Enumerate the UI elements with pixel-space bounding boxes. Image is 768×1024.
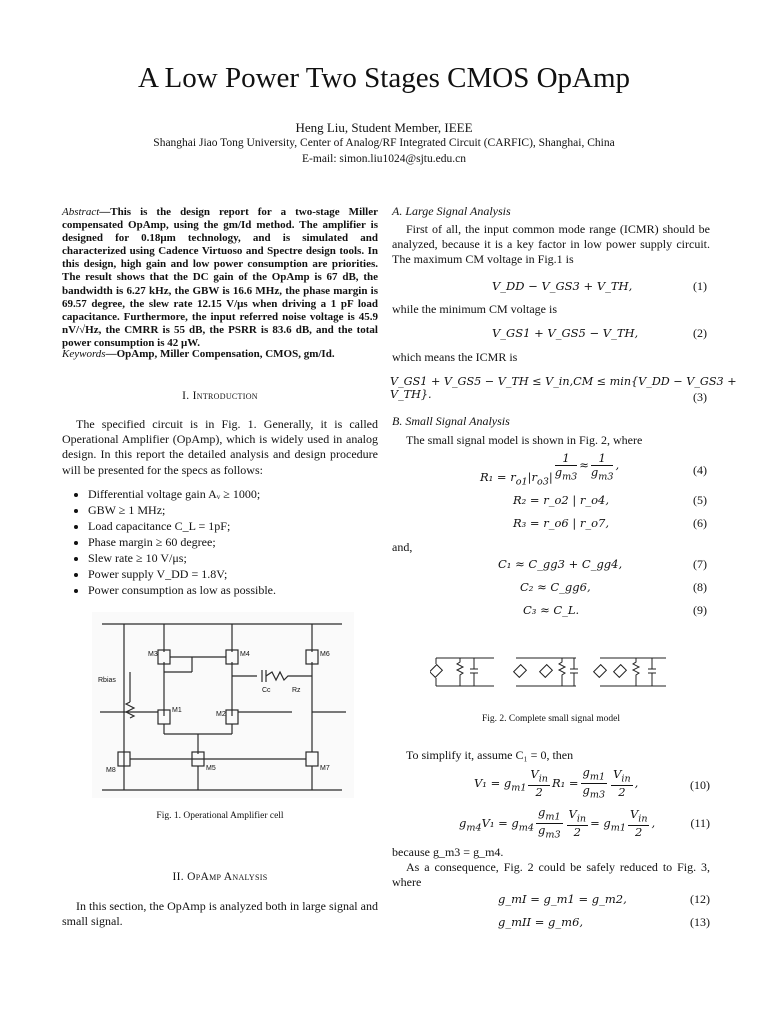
list-item: • Power consumption as low as possible. [88, 582, 388, 598]
section-heading-intro: I. Introduction [182, 390, 258, 402]
equation-2: V_GS1 + V_GS5 − V_TH, [492, 326, 639, 340]
label-m1: M1 [172, 707, 182, 714]
equation-8-number: (8) [693, 580, 707, 594]
consequence-text: As a consequence, Fig. 2 could be safely reduced to Fig. 3, where [392, 860, 710, 890]
keywords-label: Keywords [62, 348, 106, 360]
min-cm-text: while the minimum CM voltage is [392, 302, 557, 316]
analysis-paragraph: In this section, the OpAmp is analyzed both in large signal and small signal. [62, 899, 378, 929]
label-m5: M5 [206, 765, 216, 772]
equation-3-number: (3) [693, 390, 707, 404]
and-text: and, [392, 540, 413, 554]
figure-2-caption: Fig. 2. Complete small signal model [481, 714, 620, 724]
label-m6: M6 [320, 651, 330, 658]
equation-6-number: (6) [693, 516, 707, 530]
paper-title: A Low Power Two Stages CMOS OpAmp [137, 62, 631, 94]
label-m2: M2 [216, 711, 226, 718]
small-signal-model-figure [430, 650, 674, 694]
simplify-text: To simplify it, assume C₁ = 0, then [406, 748, 574, 762]
abstract-text: This is the design report for a two-stage Miller compensated OpAmp, using the gm/Id method. The amplifier is designed for 0.18μm technology, and is simulated and characterized using Cadence Virtuoso and Spectre design tools. In this design, high gain and low power consumption are priorities. The result shows that the DC gain of the OpAmp is 67 dB, the bandwidth is 6.27 kHz, the GBW is 16.6 MHz, the phase margin is 69.57 degree, the slew rate 12.15 V/μs when driving a 1 pF load capacitance. Furthermore, the input referred noise voltage is 45.9 nV/√Hz, the CMRR is 55 dB, the PSRR is 83.6 dB, and the total power consumption is 42 μW. [62, 206, 378, 349]
spec-list [74, 486, 388, 598]
equation-11-number: (11) [690, 816, 710, 830]
subsection-large-signal: A. Large Signal Analysis [392, 204, 511, 218]
label-m4: M4 [240, 651, 250, 658]
equation-12-number: (12) [690, 892, 710, 906]
abstract-label: Abstract [62, 206, 100, 218]
section-heading-analysis: II. OpAmp Analysis [172, 871, 268, 883]
label-rbias: Rbias [98, 677, 116, 684]
author-line: Heng Liu, Student Member, IEEE [295, 120, 473, 135]
subsection-small-signal: B. Small Signal Analysis [392, 414, 510, 428]
label-m7: M7 [320, 765, 330, 772]
intro-paragraph: The specified circuit is in Fig. 1. Generally, it is called Operational Amplifier (OpAmp), which is widely used in analog design. In this report the detailed analysis and design procedure will be presented for the specs as follows: [62, 417, 378, 477]
equation-2-number: (2) [693, 326, 707, 340]
equation-7: C₁ ≈ C_gg3 + C_gg4, [498, 557, 623, 571]
figure-1-caption: Fig. 1. Operational Amplifier cell [156, 811, 284, 821]
equation-1-number: (1) [693, 279, 707, 293]
list-item: • Power supply V_DD = 1.8V; [88, 566, 388, 582]
equation-9-number: (9) [693, 603, 707, 617]
equation-3: V_GS1 + V_GS5 − V_TH ≤ V_in,CM ≤ min{V_DD − V_GS3 + V_TH}. [390, 375, 737, 401]
abstract: Abstract—This is the design report for a two-stage Miller compensated OpAmp, using the gm/Id method. The amplifier is designed for 0.18μm technology, and is simulated and characterized using Cadence Virtuoso and Spectre design tools. In this design, high gain and low power consumption are priorities. The result shows that the DC gain of the OpAmp is 67 dB, the bandwidth is 6.27 kHz, the GBW is 16.6 MHz, the phase margin is 69.57 degree, the slew rate 12.15 V/μs when driving a 1 pF load capacitance. Furthermore, the input referred noise voltage is 45.9 nV/√Hz, the CMRR is 55 dB, the PSRR is 83.6 dB, and the total power consumption is 42 μW. [62, 206, 378, 349]
label-m8: M8 [106, 767, 116, 774]
small-signal-paragraph: The small signal model is shown in Fig. 2, where [406, 433, 643, 447]
equation-12: g_mI = g_m1 = g_m2, [498, 892, 627, 906]
equation-5-number: (5) [693, 493, 707, 507]
equation-1: V_DD − V_GS3 + V_TH, [492, 279, 633, 293]
affiliation-line: Shanghai Jiao Tong University, Center of Analog/RF Integrated Circuit (CARFIC), Shanghai, China [153, 137, 615, 149]
equation-6: R₃ = r_o6 | r_o7, [513, 516, 610, 530]
equation-5: R₂ = r_o2 | r_o4, [513, 493, 610, 507]
label-cc: Cc [262, 687, 271, 694]
equation-8: C₂ ≈ C_gg6, [520, 580, 591, 594]
keywords-text: OpAmp, Miller Compensation, CMOS, gm/Id. [116, 348, 335, 360]
keywords: Keywords—OpAmp, Miller Compensation, CMOS, gm/Id. [62, 348, 335, 360]
list-item: • Slew rate ≥ 10 V/μs; [88, 550, 388, 566]
large-signal-paragraph: First of all, the input common mode range (ICMR) should be analyzed, because it is a key factor in low power supply circuit. The maximum CM voltage in Fig.1 is [392, 222, 710, 267]
equation-4-number: (4) [693, 463, 707, 477]
equation-13-number: (13) [690, 915, 710, 929]
equation-11: $g_{m4}V_1 = g_{m4}$ $\frac{g_{m1}}{g_{m3}}$ $\frac{V_{in}}{2}$ = $g_{m1}$ $\frac{V_{in}}{2}$ , [459, 805, 656, 841]
equation-9: C₃ ≈ C_L. [523, 603, 580, 617]
label-m3: M3 [148, 651, 158, 658]
equation-4: $R_1 = r_{o1}|r_{o3}|$ $\frac{1}{g_{m3}}$ ≈ $\frac{1}{g_{m3}}$ , [480, 451, 620, 487]
equation-10-number: (10) [690, 778, 710, 792]
list-item: • Load capacitance C_L = 1pF; [88, 518, 388, 534]
opamp-schematic-figure [92, 612, 354, 798]
equation-10: $V_1 = g_{m1}$ $\frac{V_{in}}{2}$ R₁ = $\frac{g_{m1}}{g_{m3}}$ $\frac{V_{in}}{2}$ , [474, 765, 639, 801]
because-text: because g_m3 = g_m4. [392, 845, 504, 859]
list-item: • GBW ≥ 1 MHz; [88, 502, 388, 518]
label-rz: Rz [292, 687, 301, 694]
list-item: • Differential voltage gain Aᵥ ≥ 1000; [88, 486, 388, 502]
email-line: E-mail: simon.liu1024@sjtu.edu.cn [302, 153, 466, 165]
icmr-text: which means the ICMR is [392, 350, 518, 364]
equation-13: g_mII = g_m6, [498, 915, 584, 929]
list-item: • Phase margin ≥ 60 degree; [88, 534, 388, 550]
equation-7-number: (7) [693, 557, 707, 571]
